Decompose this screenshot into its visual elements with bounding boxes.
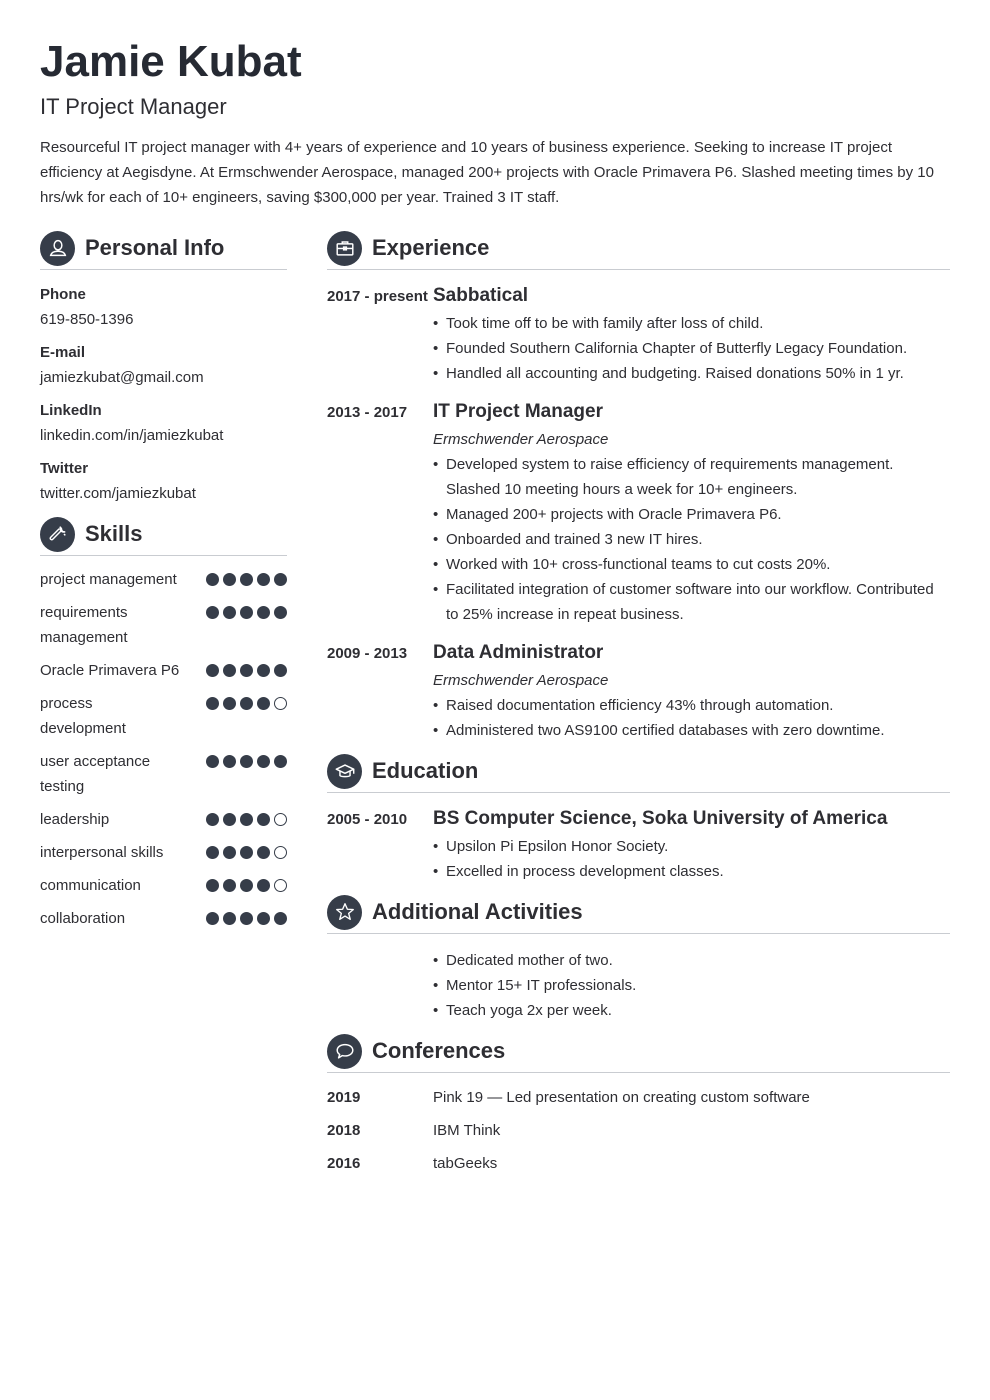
bullet-item: • Onboarded and trained 3 new IT hires. bbox=[433, 527, 950, 552]
skill-row bbox=[40, 840, 287, 865]
bullet-item: • Founded Southern California Chapter of Butterfly Legacy Foundation. bbox=[433, 336, 950, 361]
skill-level-rating bbox=[206, 600, 287, 619]
activities-entry bbox=[327, 948, 950, 1023]
filled-dot-icon bbox=[240, 606, 253, 619]
linkedin-item bbox=[40, 398, 287, 448]
bullet-item: • Teach yoga 2x per week. bbox=[433, 998, 950, 1023]
filled-dot-icon bbox=[240, 664, 253, 677]
filled-dot-icon bbox=[223, 573, 236, 586]
entry-title: BS Computer Science, Soka University of America bbox=[433, 808, 888, 829]
filled-dot-icon bbox=[206, 606, 219, 619]
entry-organization: Ermschwender Aerospace bbox=[433, 431, 609, 448]
bullet-item: • Facilitated integration of customer software into our workflow. Contributed to 25% increase in repeat business. bbox=[433, 577, 950, 627]
phone-value: 619-850-1396 bbox=[40, 311, 134, 328]
entry-bullets bbox=[433, 311, 950, 386]
filled-dot-icon bbox=[223, 606, 236, 619]
skill-row bbox=[40, 567, 287, 592]
filled-dot-icon bbox=[206, 573, 219, 586]
education-title: Education bbox=[372, 758, 479, 783]
filled-dot-icon bbox=[240, 879, 253, 892]
skill-name: process development bbox=[40, 695, 126, 737]
skill-name: interpersonal skills bbox=[40, 844, 164, 861]
skill-row bbox=[40, 658, 287, 683]
filled-dot-icon bbox=[257, 879, 270, 892]
skill-row bbox=[40, 807, 287, 832]
conference-text: IBM Think bbox=[433, 1122, 501, 1139]
skill-level-rating bbox=[206, 807, 287, 826]
conferences-header bbox=[327, 1033, 950, 1073]
linkedin-label: LinkedIn bbox=[40, 402, 102, 419]
skills-title: Skills bbox=[85, 521, 143, 546]
filled-dot-icon bbox=[257, 697, 270, 710]
summary-paragraph: Resourceful IT project manager with 4+ years of experience and 10 years of business experience. Seeking to increase IT project efficiency at Aegisdyne. At Ermschwender Aerospace, managed 200+ projects with Oracle Primavera P6. Slashed meeting times by 10 hrs/wk for each of 10+ engineers, saving $300,000 per year. Trained 3 IT staff. bbox=[40, 139, 934, 206]
entry-date: 2017 - present bbox=[327, 288, 428, 305]
filled-dot-icon bbox=[223, 813, 236, 826]
skill-level-rating bbox=[206, 749, 287, 768]
experience-header bbox=[327, 230, 950, 270]
skills-header bbox=[40, 516, 287, 556]
speech-bubble-icon bbox=[327, 1034, 362, 1069]
activities-title: Additional Activities bbox=[372, 899, 583, 924]
left-column bbox=[40, 230, 287, 939]
bullet-item: • Worked with 10+ cross-functional teams to cut costs 20%. bbox=[433, 552, 950, 577]
briefcase-icon bbox=[327, 231, 362, 266]
bullet-item: • Excelled in process development classes. bbox=[433, 859, 950, 884]
conference-year: 2016 bbox=[327, 1155, 361, 1172]
conferences-list bbox=[327, 1073, 950, 1176]
filled-dot-icon bbox=[223, 912, 236, 925]
email-value: jamiezkubat@gmail.com bbox=[40, 369, 204, 386]
filled-dot-icon bbox=[240, 813, 253, 826]
skill-name: communication bbox=[40, 877, 141, 894]
skill-row bbox=[40, 600, 287, 650]
conference-row bbox=[327, 1085, 950, 1110]
skill-row bbox=[40, 749, 287, 799]
entry-bullets bbox=[433, 834, 950, 884]
experience-entry bbox=[327, 641, 950, 743]
filled-dot-icon bbox=[206, 664, 219, 677]
filled-dot-icon bbox=[240, 846, 253, 859]
twitter-item bbox=[40, 456, 287, 506]
filled-dot-icon bbox=[223, 697, 236, 710]
empty-dot-icon bbox=[274, 813, 287, 826]
filled-dot-icon bbox=[257, 573, 270, 586]
right-column bbox=[327, 230, 950, 1184]
skill-row bbox=[40, 906, 287, 931]
activities-bullets bbox=[433, 948, 950, 1023]
empty-dot-icon bbox=[274, 846, 287, 859]
filled-dot-icon bbox=[257, 912, 270, 925]
bullet-item: • Developed system to raise efficiency of requirements management. Slashed 10 meeting hours a week for 10+ engineers. bbox=[433, 452, 950, 502]
personal-info-list bbox=[40, 270, 287, 506]
filled-dot-icon bbox=[206, 755, 219, 768]
skill-name: user acceptance testing bbox=[40, 753, 151, 795]
skill-level-rating bbox=[206, 906, 287, 925]
conference-text: Pink 19 — Led presentation on creating custom software bbox=[433, 1089, 810, 1106]
skills-list bbox=[40, 556, 287, 931]
email-item bbox=[40, 340, 287, 390]
entry-organization: Ermschwender Aerospace bbox=[433, 672, 609, 689]
entry-date: 2009 - 2013 bbox=[327, 645, 408, 662]
entry-title: Sabbatical bbox=[433, 285, 529, 306]
empty-dot-icon bbox=[274, 879, 287, 892]
filled-dot-icon bbox=[240, 573, 253, 586]
conference-text: tabGeeks bbox=[433, 1155, 498, 1172]
entry-bullets bbox=[433, 693, 950, 743]
twitter-value: twitter.com/jamiezkubat bbox=[40, 485, 196, 502]
conference-year: 2019 bbox=[327, 1089, 361, 1106]
skill-name: requirements management bbox=[40, 604, 128, 646]
filled-dot-icon bbox=[240, 912, 253, 925]
filled-dot-icon bbox=[206, 846, 219, 859]
filled-dot-icon bbox=[206, 912, 219, 925]
skill-row bbox=[40, 691, 287, 741]
filled-dot-icon bbox=[274, 573, 287, 586]
filled-dot-icon bbox=[206, 813, 219, 826]
phone-item bbox=[40, 282, 287, 332]
filled-dot-icon bbox=[274, 606, 287, 619]
education-entry bbox=[327, 807, 950, 884]
linkedin-value: linkedin.com/in/jamiezkubat bbox=[40, 427, 224, 444]
experience-list bbox=[327, 284, 950, 743]
job-title: IT Project Manager bbox=[40, 94, 227, 119]
filled-dot-icon bbox=[257, 606, 270, 619]
skill-name: collaboration bbox=[40, 910, 126, 927]
entry-title: IT Project Manager bbox=[433, 401, 603, 422]
skill-name: project management bbox=[40, 571, 177, 588]
filled-dot-icon bbox=[274, 755, 287, 768]
wrench-icon bbox=[40, 517, 75, 552]
star-icon bbox=[327, 895, 362, 930]
filled-dot-icon bbox=[257, 664, 270, 677]
education-header bbox=[327, 753, 950, 793]
email-label: E-mail bbox=[40, 344, 86, 361]
conference-year: 2018 bbox=[327, 1122, 361, 1139]
filled-dot-icon bbox=[240, 697, 253, 710]
entry-title: Data Administrator bbox=[433, 642, 604, 663]
skill-name: leadership bbox=[40, 811, 110, 828]
skill-name: Oracle Primavera P6 bbox=[40, 662, 180, 679]
filled-dot-icon bbox=[223, 664, 236, 677]
experience-title: Experience bbox=[372, 235, 490, 260]
filled-dot-icon bbox=[274, 912, 287, 925]
filled-dot-icon bbox=[206, 697, 219, 710]
conference-row bbox=[327, 1118, 950, 1143]
bullet-item: • Upsilon Pi Epsilon Honor Society. bbox=[433, 834, 950, 859]
graduation-cap-icon bbox=[327, 754, 362, 789]
skill-row bbox=[40, 873, 287, 898]
conference-row bbox=[327, 1151, 950, 1176]
skill-level-rating bbox=[206, 873, 287, 892]
experience-entry bbox=[327, 284, 950, 386]
personal-info-header bbox=[40, 230, 287, 270]
entry-date: 2013 - 2017 bbox=[327, 404, 408, 421]
empty-dot-icon bbox=[274, 697, 287, 710]
bullet-item: • Took time off to be with family after loss of child. bbox=[433, 311, 950, 336]
entry-date: 2005 - 2010 bbox=[327, 811, 408, 828]
filled-dot-icon bbox=[223, 846, 236, 859]
bullet-item: • Handled all accounting and budgeting. Raised donations 50% in 1 yr. bbox=[433, 361, 950, 386]
filled-dot-icon bbox=[257, 755, 270, 768]
candidate-name: Jamie Kubat bbox=[40, 37, 302, 86]
filled-dot-icon bbox=[206, 879, 219, 892]
bullet-item: • Dedicated mother of two. bbox=[433, 948, 950, 973]
filled-dot-icon bbox=[223, 879, 236, 892]
skill-level-rating bbox=[206, 567, 287, 586]
bullet-item: • Raised documentation efficiency 43% through automation. bbox=[433, 693, 950, 718]
conferences-title: Conferences bbox=[372, 1038, 506, 1063]
filled-dot-icon bbox=[257, 813, 270, 826]
twitter-label: Twitter bbox=[40, 460, 89, 477]
skill-level-rating bbox=[206, 658, 287, 677]
skill-level-rating bbox=[206, 691, 287, 710]
phone-label: Phone bbox=[40, 286, 86, 303]
bullet-item: • Managed 200+ projects with Oracle Primavera P6. bbox=[433, 502, 950, 527]
filled-dot-icon bbox=[240, 755, 253, 768]
bullet-item: • Administered two AS9100 certified databases with zero downtime. bbox=[433, 718, 950, 743]
personal-info-title: Personal Info bbox=[85, 235, 225, 260]
experience-entry bbox=[327, 400, 950, 627]
filled-dot-icon bbox=[274, 664, 287, 677]
skill-level-rating bbox=[206, 840, 287, 859]
bullet-item: • Mentor 15+ IT professionals. bbox=[433, 973, 950, 998]
filled-dot-icon bbox=[223, 755, 236, 768]
filled-dot-icon bbox=[257, 846, 270, 859]
activities-header bbox=[327, 894, 950, 934]
person-icon bbox=[40, 231, 75, 266]
entry-bullets bbox=[433, 452, 950, 627]
